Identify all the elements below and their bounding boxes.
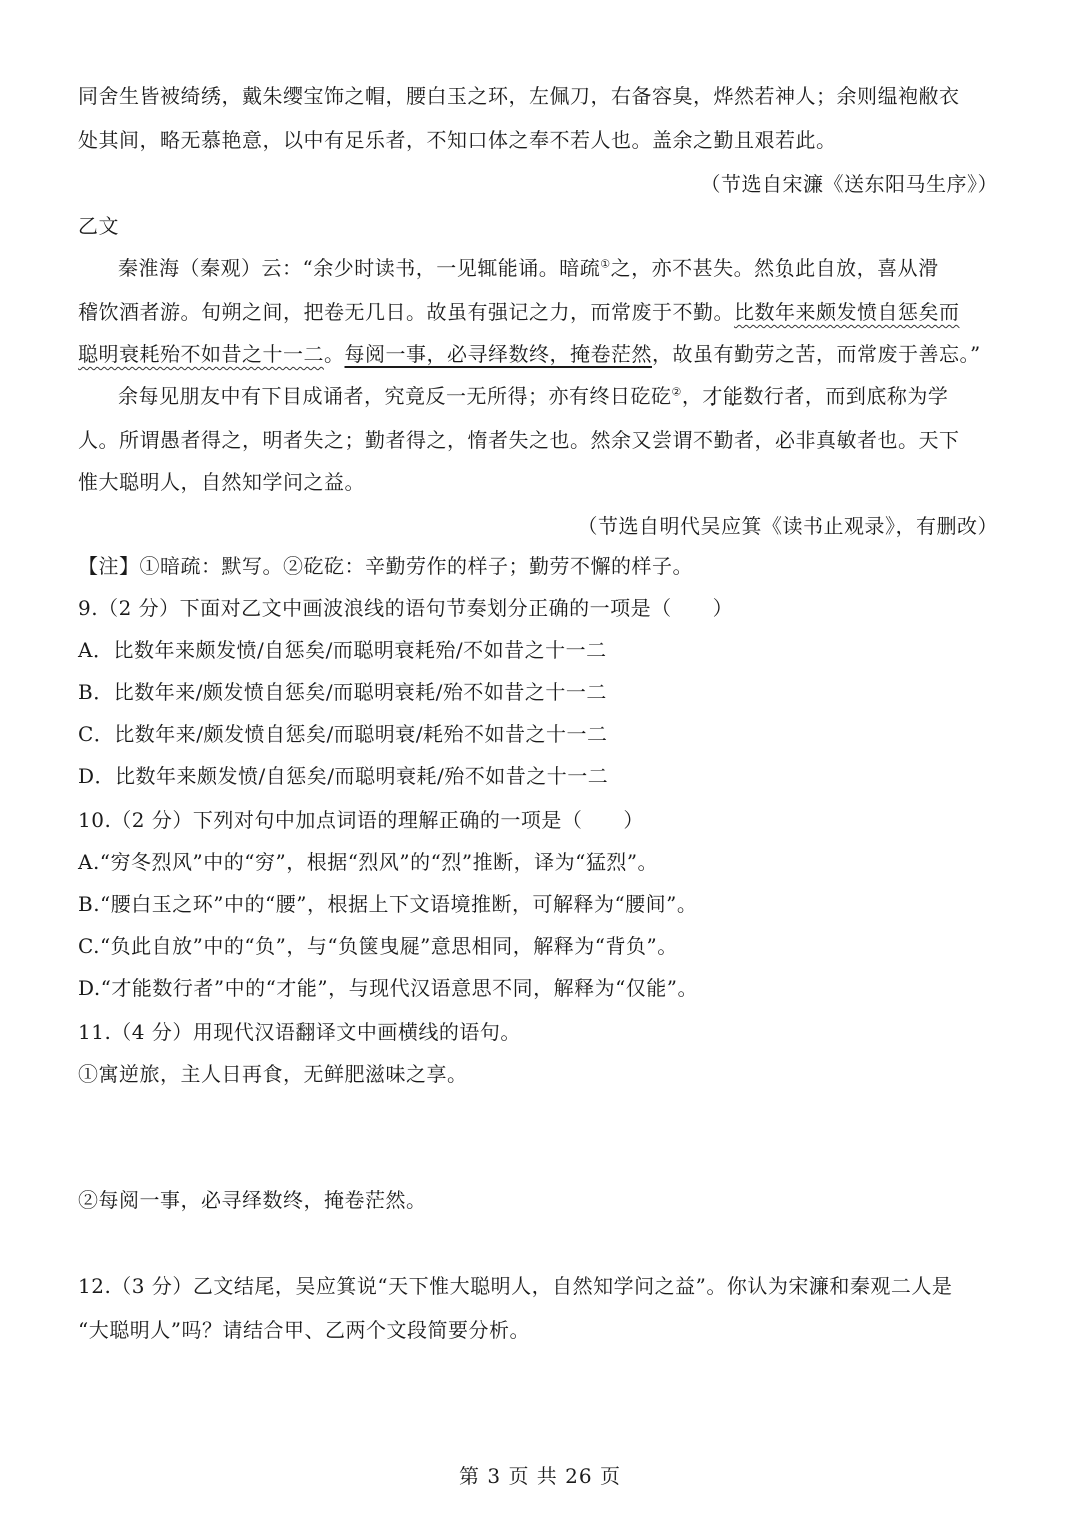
- dotted-word-neng: 能: [722, 384, 744, 408]
- question-12-line-2: “大聪明人”吗？请结合甲、乙两个文段简要分析。: [78, 1318, 530, 1342]
- yi-paragraph-1-line-3: [78, 340, 981, 368]
- jia-text-line-1: 同舍生皆被绮绣，戴朱缨宝饰之帽，腰白玉之环，左佩刀，右备容臭，烨然若神人；余则缊袍敝衣: [78, 84, 960, 108]
- yi-text: 稽饮酒者游。旬朔之间，把卷无几日。故虽有强记之力，而常废于不勤。: [78, 300, 734, 324]
- yi-text: ，故虽有勤劳之苦，而常废于善忘。”: [652, 342, 981, 366]
- jia-source: （节选自宋濂《送东阳马生序》）: [700, 172, 998, 196]
- footnote-marker-1: ①: [600, 257, 611, 271]
- yi-paragraph-2-line-3: 惟大聪明人，自然知学问之益。: [78, 470, 365, 494]
- question-11-stem: 11.（4 分）用现代汉语翻译文中画横线的语句。: [78, 1020, 521, 1044]
- page-number-footer: 第 3 页 共 26 页: [459, 1464, 621, 1488]
- yi-heading: 乙文: [78, 214, 119, 238]
- wavy-underlined-sentence: 比数年来颇发愤自惩矣而: [734, 300, 960, 324]
- question-10-option-b: B.“腰白玉之环”中的“腰”，根据上下文语境推断，可解释为“腰间”。: [78, 892, 698, 916]
- question-9-option-c: C．比数年来/颇发愤自惩矣/而聪明衰/耗殆不如昔之十一二: [78, 722, 608, 746]
- question-10-option-a: A.“穷冬烈风”中的“穷”，根据“烈风”的“烈”推断，译为“猛烈”。: [78, 850, 659, 874]
- yi-text: 秦淮海（秦观）云：“余少时读书，一见辄能诵。暗疏: [118, 256, 601, 280]
- yi-text: 。: [324, 342, 345, 366]
- footnote-marker-2: ②: [671, 385, 682, 399]
- dotted-word-fu: 负: [774, 256, 796, 280]
- yi-text: 此自放，喜从滑: [795, 256, 939, 280]
- yi-paragraph-2-line-2: 人。所谓愚者得之，明者失之；勤者得之，惰者失之也。然余又尝谓不勤者，必非真敏者也。天下: [78, 428, 960, 452]
- underlined-sentence: 每阅一事，必寻绎数终，掩卷茫然: [344, 342, 652, 366]
- yi-text: 之，亦不甚失。然: [610, 256, 775, 280]
- question-9-stem: 9.（2 分）下面对乙文中画波浪线的语句节奏划分正确的一项是（ ）: [78, 596, 734, 620]
- yi-paragraph-1-line-1: [118, 254, 939, 282]
- wavy-underlined-sentence: 聪明衰耗殆不如昔之十一二: [78, 342, 324, 366]
- yi-paragraph-1-line-2: [78, 298, 960, 326]
- question-11-item-2: ②每阅一事，必寻绎数终，掩卷茫然。: [78, 1188, 427, 1212]
- annotation-note: 【注】①暗疏：默写。②矻矻：辛勤劳作的样子；勤劳不懈的样子。: [78, 554, 693, 578]
- yi-source: （节选自明代吴应箕《读书止观录》，有删改）: [577, 514, 998, 538]
- question-9-option-a: A．比数年来颇发愤/自惩矣/而聪明衰耗殆/不如昔之十一二: [78, 638, 607, 662]
- yi-paragraph-2-line-1: [118, 382, 948, 410]
- yi-text: 余每见朋友中有下目成诵者，究竟反一无所得；亦有终日矻矻: [118, 384, 672, 408]
- question-9-option-b: B．比数年来/颇发愤自惩矣/而聪明衰耗/殆不如昔之十一二: [78, 680, 607, 704]
- jia-text-line-2: 处其间，略无慕艳意，以中有足乐者，不知口体之奉不若人也。盖余之勤且艰若此。: [78, 128, 837, 152]
- yi-text: ，: [681, 384, 703, 408]
- question-12-line-1: 12.（3 分）乙文结尾，吴应箕说“天下惟大聪明人，自然知学问之益”。你认为宋濂和秦观二人是: [78, 1274, 953, 1298]
- question-9-option-d: D．比数年来颇发愤/自惩矣/而聪明衰耗/殆不如昔之十一二: [78, 764, 609, 788]
- dotted-word-cai: 才: [702, 384, 723, 408]
- question-10-option-d: D.“才能数行者”中的“才能”，与现代汉语意思不同，解释为“仅能”。: [78, 976, 699, 1000]
- question-11-item-1: ①寓逆旅，主人日再食，无鲜肥滋味之享。: [78, 1062, 468, 1086]
- question-10-option-c: C.“负此自放”中的“负”，与“负箧曳屣”意思相同，解释为“背负”。: [78, 934, 678, 958]
- yi-text: 数行者，而到底称为学: [743, 384, 949, 408]
- question-10-stem: 10.（2 分）下列对句中加点词语的理解正确的一项是（ ）: [78, 808, 644, 832]
